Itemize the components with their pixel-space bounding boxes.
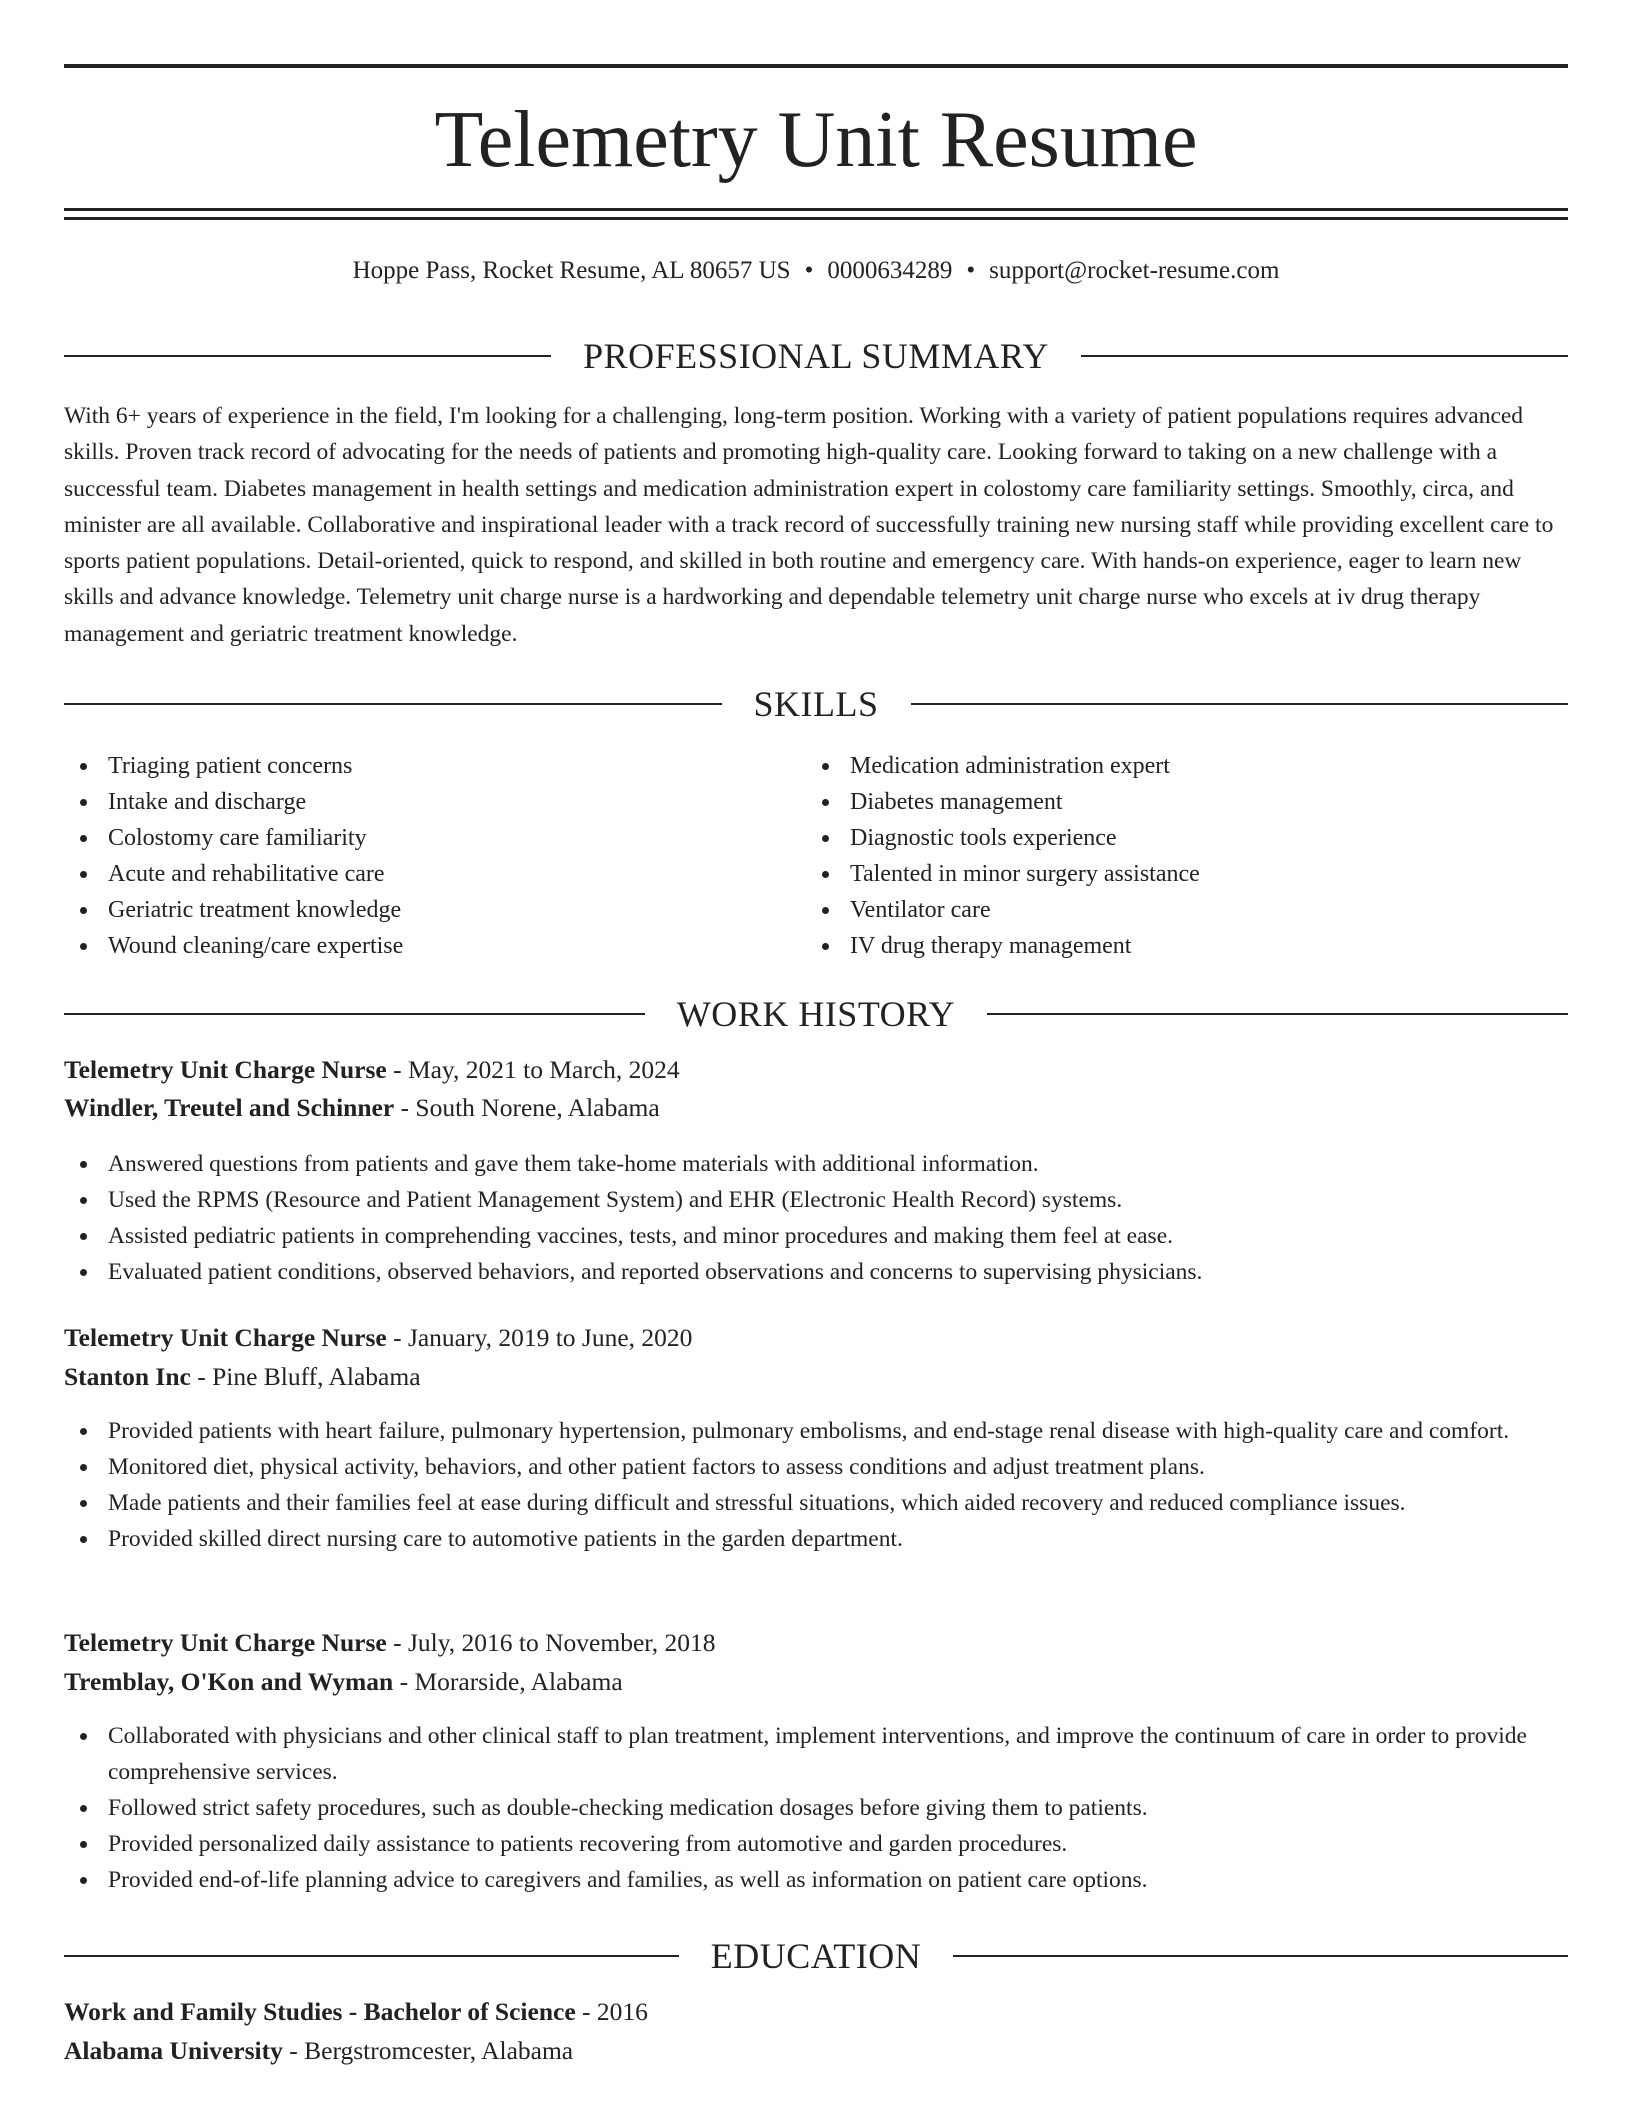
section-title: SKILLS — [753, 684, 879, 724]
section-title: WORK HISTORY — [676, 994, 956, 1034]
job-bullets — [64, 1146, 1568, 1290]
contact-line — [64, 254, 1568, 288]
job-company-line — [64, 1359, 1568, 1395]
job-bullet: Provided patients with heart failure, pulmonary hypertension, pulmonary embolisms, and end-stage renal disease with high-quality care and comfort. — [64, 1413, 1568, 1449]
heading-rule — [953, 1955, 1568, 1957]
job-dates: - January, 2019 to June, 2020 — [386, 1323, 693, 1352]
job-bullets — [64, 1718, 1568, 1898]
job-company-line — [64, 1664, 1568, 1700]
title-double-rule — [64, 208, 1568, 220]
job-title-line — [64, 1320, 1568, 1356]
job-bullet: Collaborated with physicians and other clinical staff to plan treatment, implement interventions, and improve the continuum of care in order to provide comprehensive services. — [64, 1718, 1568, 1790]
contact-email: support@rocket-resume.com — [989, 257, 1280, 284]
skills-list-right — [806, 748, 1506, 964]
section-heading-summary — [64, 336, 1568, 376]
job-bullet: Used the RPMS (Resource and Patient Management System) and EHR (Electronic Health Record) systems. — [64, 1182, 1568, 1218]
job-bullet: Followed strict safety procedures, such as double-checking medication dosages before giving them to patients. — [64, 1790, 1568, 1826]
job-location: - South Norene, Alabama — [394, 1093, 660, 1122]
job-bullet: Assisted pediatric patients in comprehending vaccines, tests, and minor procedures and making them feel at ease. — [64, 1218, 1568, 1254]
contact-address: Hoppe Pass, Rocket Resume, AL 80657 US — [352, 257, 791, 284]
section-title: PROFESSIONAL SUMMARY — [583, 336, 1049, 376]
section-heading-work — [64, 994, 1568, 1034]
job-company: Windler, Treutel and Schinner — [64, 1093, 395, 1122]
education-year: - 2016 — [575, 1997, 648, 2026]
job-title-line — [64, 1625, 1568, 1661]
job-bullet: Answered questions from patients and gave them take-home materials with additional information. — [64, 1146, 1568, 1182]
job-location: - Morarside, Alabama — [393, 1667, 623, 1696]
job-company-line — [64, 1090, 1568, 1126]
education-school: Alabama University — [64, 2036, 283, 2065]
contact-phone: 0000634289 — [827, 257, 953, 284]
skill-item: Talented in minor surgery assistance — [806, 856, 1506, 892]
skill-item: Geriatric treatment knowledge — [64, 892, 764, 928]
heading-rule — [911, 703, 1569, 705]
job-dates: - July, 2016 to November, 2018 — [386, 1628, 716, 1657]
skill-item: Ventilator care — [806, 892, 1506, 928]
job-bullet: Monitored diet, physical activity, behaviors, and other patient factors to assess conditions and adjust treatment plans. — [64, 1449, 1568, 1485]
resume-title: Telemetry Unit Resume — [434, 96, 1198, 184]
skill-item: Medication administration expert — [806, 748, 1506, 784]
job-bullet: Provided personalized daily assistance to patients recovering from automotive and garden procedures. — [64, 1826, 1568, 1862]
section-title: EDUCATION — [710, 1936, 922, 1976]
education-location: - Bergstromcester, Alabama — [282, 2036, 574, 2065]
heading-rule — [987, 1013, 1568, 1015]
summary-paragraph: With 6+ years of experience in the field, I'm looking for a challenging, long-term position. Working with a variety of patient populations requires advanced skills. Proven track record of advocating for the needs of patients and promoting high-quality care. Looking forward to taking on a new challenge with a successful team. Diabetes management in health settings and medication administration expert in colostomy care familiarity settings. Smoothly, circa, and minister are all available. Collaborative and inspirational leader with a track record of successfully training new nursing staff while providing excellent care to sports patient populations. Detail-oriented, quick to respond, and skilled in both routine and emergency care. With hands-on experience, eager to learn new skills and advance knowledge. Telemetry unit charge nurse is a hardworking and dependable telemetry unit charge nurse who excels at iv drug therapy management and geriatric treatment knowledge. — [64, 403, 1554, 647]
job-title: Telemetry Unit Charge Nurse — [64, 1055, 387, 1084]
skill-item: Intake and discharge — [64, 784, 764, 820]
education-degree: Work and Family Studies - Bachelor of Science — [64, 1997, 576, 2026]
skill-item: Diabetes management — [806, 784, 1506, 820]
education-degree-line — [64, 1994, 1568, 2030]
job-bullet: Evaluated patient conditions, observed behaviors, and reported observations and concerns to supervising physicians. — [64, 1254, 1568, 1290]
heading-rule — [64, 1955, 679, 1957]
skill-item: Acute and rehabilitative care — [64, 856, 764, 892]
job-title-line — [64, 1052, 1568, 1088]
job-bullet: Provided skilled direct nursing care to automotive patients in the garden department. — [64, 1521, 1568, 1557]
heading-rule — [64, 355, 551, 357]
skill-item: Wound cleaning/care expertise — [64, 928, 764, 964]
section-heading-skills — [64, 684, 1568, 724]
job-bullet: Provided end-of-life planning advice to caregivers and families, as well as information on patient care options. — [64, 1862, 1568, 1898]
section-heading-education — [64, 1936, 1568, 1976]
skill-item: Colostomy care familiarity — [64, 820, 764, 856]
skill-item: IV drug therapy management — [806, 928, 1506, 964]
contact-separator: • — [966, 257, 976, 284]
job-company: Stanton Inc — [64, 1362, 191, 1391]
contact-separator: • — [804, 257, 814, 284]
heading-rule — [1081, 355, 1568, 357]
job-title: Telemetry Unit Charge Nurse — [64, 1323, 387, 1352]
job-dates: - May, 2021 to March, 2024 — [386, 1055, 680, 1084]
skills-list-left — [64, 748, 764, 964]
job-bullets — [64, 1413, 1568, 1557]
skill-item: Triaging patient concerns — [64, 748, 764, 784]
heading-rule — [64, 703, 722, 705]
top-rule — [64, 64, 1568, 68]
job-company: Tremblay, O'Kon and Wyman — [64, 1667, 394, 1696]
job-location: - Pine Bluff, Alabama — [190, 1362, 421, 1391]
heading-rule — [64, 1013, 645, 1015]
education-school-line — [64, 2033, 1568, 2069]
job-title: Telemetry Unit Charge Nurse — [64, 1628, 387, 1657]
skill-item: Diagnostic tools experience — [806, 820, 1506, 856]
job-bullet: Made patients and their families feel at ease during difficult and stressful situations, which aided recovery and reduced compliance issues. — [64, 1485, 1568, 1521]
